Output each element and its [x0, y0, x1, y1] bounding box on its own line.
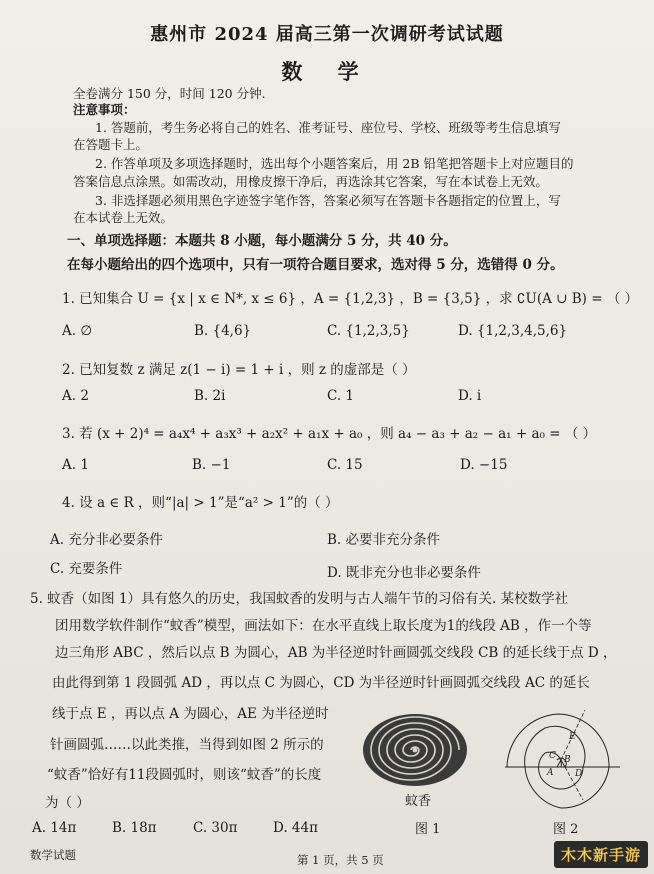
question-4-option-a: A. 充分非必要条件 [50, 532, 163, 548]
figure-1-caption: 图 1 [415, 822, 441, 837]
question-1-option-a: A. ∅ [62, 323, 93, 339]
question-3-option-a: A. 1 [62, 457, 89, 473]
question-4-stem: 4. 设 a ∈ R ，则“|a| > 1”是“a² > 1”的（ ） [62, 495, 339, 511]
question-5-line-5: 线于点 E ，再以点 A 为圆心，AE 为半径逆时 [52, 706, 329, 722]
question-1-option-b: B. {4,6} [194, 323, 252, 339]
question-2-stem: 2. 已知复数 z 满足 z(1 − i) = 1 + i ，则 z 的虚部是（ ） [62, 362, 416, 378]
note-1-line-1: 1. 答题前，考生务必将自己的姓名、准考证号、座位号、学校、班级等考生信息填写 [95, 120, 561, 135]
question-5-line-1: 5. 蚊香（如图 1）具有悠久的历史，我国蚊香的发明与古人端午节的习俗有关. 某校数学社 [30, 591, 569, 607]
question-5-option-b: B. 18π [112, 820, 157, 836]
question-5-option-c: C. 30π [193, 820, 238, 836]
question-2-option-c: C. 1 [327, 388, 355, 404]
site-watermark: 木木新手游 [554, 841, 648, 868]
question-2-option-a: A. 2 [62, 388, 89, 404]
label-point-e: E [569, 732, 576, 742]
figure-2-diagram [505, 700, 620, 810]
note-3-line-2: 在本试卷上无效。 [73, 210, 174, 225]
question-4-option-b: B. 必要非充分条件 [327, 532, 441, 548]
question-1-option-d: D. {1,2,3,4,5,6} [458, 323, 568, 339]
note-2-line-1: 2. 作答单项及多项选择题时，选出每个小题答案后，用 2B 铅笔把答题卡上对应题目的 [95, 156, 574, 171]
question-2-option-d: D. i [458, 388, 482, 404]
question-4-option-c: C. 充要条件 [50, 561, 123, 577]
question-5-line-4: 由此得到第 1 段圆弧 AD ，再以点 C 为圆心，CD 为半径逆时针画圆弧交线段 AC 的延长 [52, 675, 590, 691]
segment-ac [557, 760, 561, 767]
question-5-option-a: A. 14π [32, 820, 77, 836]
question-3-stem: 3. 若 (x + 2)⁴ = a₄x⁴ + a₃x³ + a₂x² + a₁x + a₀ ，则 a₄ − a₃ + a₂ − a₁ + a₀ = （ ） [62, 426, 597, 442]
question-5-line-8: 为（ ） [45, 795, 90, 811]
subject-title: 数 学 [281, 59, 373, 84]
question-3-option-c: C. 15 [327, 457, 363, 473]
note-2-line-2: 答案信息点涂黑。如需改动，用橡皮擦干净后，再选涂其它答案，写在本试卷上无效。 [73, 174, 549, 189]
coil-center [413, 748, 418, 753]
notes-heading: 注意事项： [73, 102, 136, 117]
arc-5 [525, 767, 609, 808]
label-point-c: C [549, 751, 556, 761]
label-point-b: B [564, 755, 571, 765]
mosquito-coil-figure [360, 705, 470, 790]
section-1-heading: 一、单项选择题：本题共 8 小题，每小题满分 5 分，共 40 分。 [67, 233, 457, 249]
footer-page-number: 第 1 页，共 5 页 [297, 853, 384, 867]
label-point-a: A [547, 768, 554, 778]
question-2-option-b: B. 2i [194, 388, 226, 404]
question-1-stem: 1. 已知集合 U = {x | x ∈ N*, x ≤ 6} ，A = {1,2,3} ，B = {3,5} ，求 ∁U(A ∪ B) = （ ） [62, 291, 639, 307]
label-point-d: D [575, 769, 583, 779]
section-1-instruction: 在每小题给出的四个选项中，只有一项符合题目要求，选对得 5 分，选错得 0 分。 [67, 257, 564, 273]
exam-title: 惠州市 2024 届高三第一次调研考试试题 [150, 24, 504, 45]
question-5-line-2: 团用数学软件制作“蚊香”模型，画法如下：在水平直线上取长度为1的线段 AB ，作一个等 [55, 618, 592, 634]
note-1-line-2: 在答题卡上。 [73, 137, 149, 152]
score-time-note: 全卷满分 150 分，时间 120 分钟. [73, 86, 266, 101]
figure-2-caption: 图 2 [553, 822, 579, 837]
question-1-option-c: C. {1,2,3,5} [327, 323, 410, 339]
question-3-option-d: D. −15 [460, 457, 508, 473]
question-5-option-d: D. 44π [273, 820, 318, 836]
question-5-line-7: “蚊香”恰好有11段圆弧时，则该“蚊香”的长度 [47, 767, 322, 783]
footer-subject: 数学试题 [30, 848, 76, 862]
question-4-option-d: D. 既非充分也非必要条件 [327, 565, 481, 581]
mosquito-coil-label: 蚊香 [405, 794, 432, 809]
question-5-line-3: 边三角形 ABC ，然后以点 B 为圆心，AB 为半径逆时针画圆弧交线段 CB 的延长线于点 D ， [55, 645, 617, 661]
note-3-line-1: 3. 非选择题必须用黑色字迹签字笔作答，答案必须写在答题卡各题指定的位置上，写 [95, 193, 561, 208]
question-3-option-b: B. −1 [192, 457, 231, 473]
question-5-line-6: 针画圆弧……以此类推，当得到如图 2 所示的 [50, 737, 324, 753]
